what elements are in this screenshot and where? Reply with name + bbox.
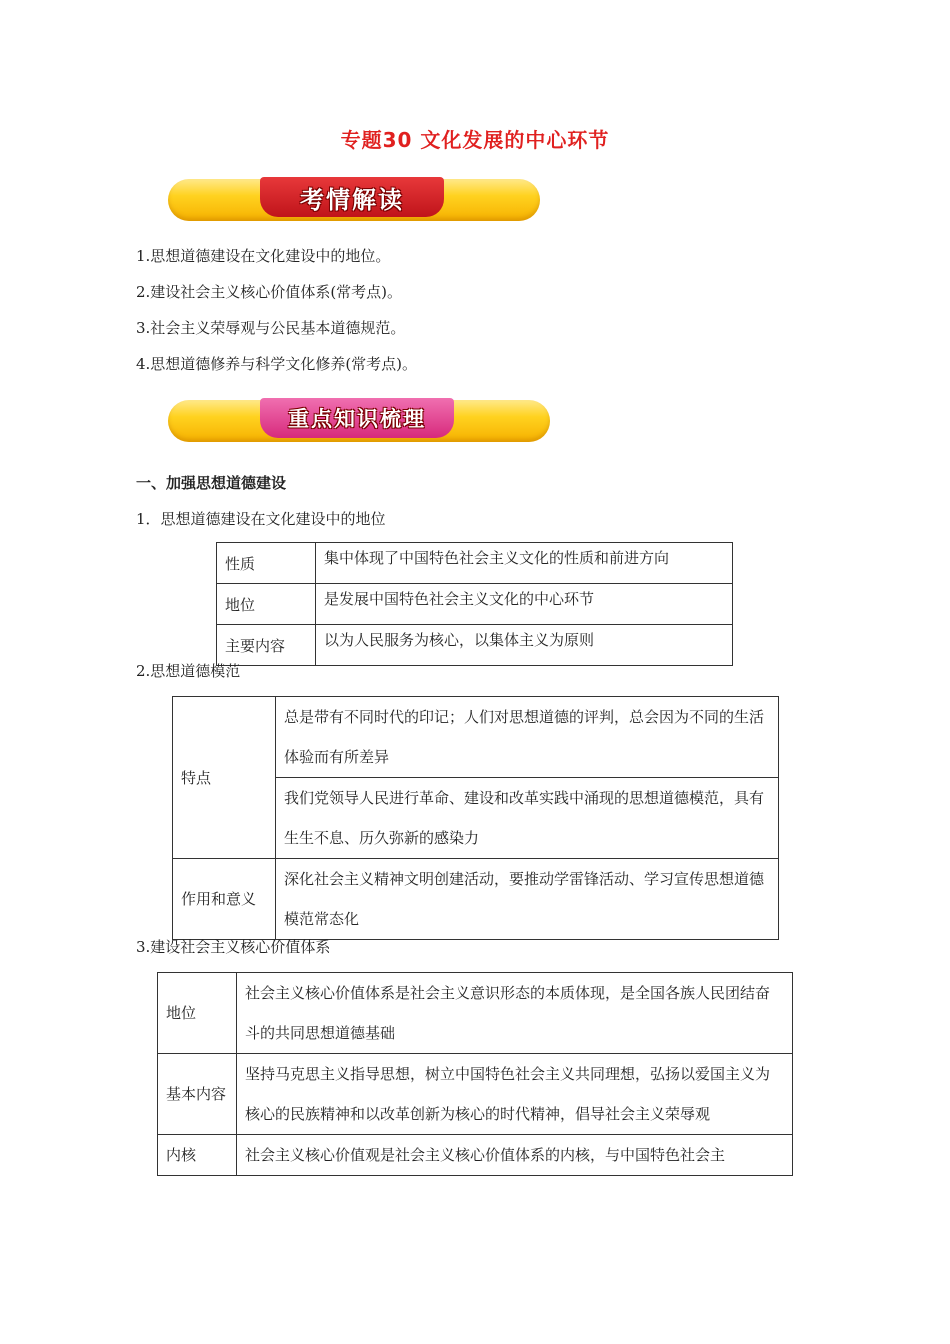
row-value: 深化社会主义精神文明创建活动，要推动学雷锋活动、学习宣传思想道德模范常态化 bbox=[276, 859, 779, 940]
status-table bbox=[216, 542, 733, 666]
exam-reading-banner bbox=[168, 177, 540, 221]
list-item: 3.社会主义荣辱观与公民基本道德规范。 bbox=[136, 319, 406, 337]
row-value: 集中体现了中国特色社会主义文化的性质和前进方向 bbox=[316, 543, 733, 584]
row-key: 作用和意义 bbox=[173, 859, 276, 940]
table-row bbox=[158, 1054, 793, 1135]
row-value: 以为人民服务为核心，以集体主义为原则 bbox=[316, 625, 733, 666]
table-row bbox=[217, 543, 733, 584]
row-key: 性质 bbox=[217, 543, 316, 584]
banner-label: 重点知识梳理 bbox=[260, 398, 454, 438]
row-value: 总是带有不同时代的印记；人们对思想道德的评判，总会因为不同的生活体验而有所差异 bbox=[276, 697, 779, 778]
row-value: 社会主义核心价值观是社会主义核心价值体系的内核，与中国特色社会主 bbox=[237, 1135, 793, 1176]
list-item: 4.思想道德修养与科学文化修养(常考点)。 bbox=[136, 355, 418, 373]
banner-label: 考情解读 bbox=[260, 177, 444, 217]
row-value: 是发展中国特色社会主义文化的中心环节 bbox=[316, 584, 733, 625]
row-value: 社会主义核心价值体系是社会主义意识形态的本质体现，是全国各族人民团结奋斗的共同思想道德基础 bbox=[237, 973, 793, 1054]
row-key: 基本内容 bbox=[158, 1054, 237, 1135]
table-row bbox=[217, 584, 733, 625]
table-row bbox=[158, 973, 793, 1054]
page-title: 专题30 文化发展的中心环节 bbox=[340, 128, 610, 152]
core-values-table bbox=[157, 972, 793, 1176]
key-points-banner bbox=[168, 398, 550, 442]
row-value: 我们党领导人民进行革命、建设和改革实践中涌现的思想道德模范，具有生生不息、历久弥新的感染力 bbox=[276, 778, 779, 859]
row-value: 坚持马克思主义指导思想，树立中国特色社会主义共同理想，弘扬以爱国主义为核心的民族精神和以改革创新为核心的时代精神，倡导社会主义荣辱观 bbox=[237, 1054, 793, 1135]
subsection-heading: 1．思想道德建设在文化建设中的地位 bbox=[136, 510, 386, 528]
exam-points-list bbox=[136, 244, 417, 388]
list-item: 1.思想道德建设在文化建设中的地位。 bbox=[136, 247, 391, 265]
row-key: 主要内容 bbox=[217, 625, 316, 666]
table-row bbox=[217, 625, 733, 666]
subsection-heading: 2.思想道德模范 bbox=[136, 662, 241, 680]
models-table bbox=[172, 696, 779, 940]
row-key: 内核 bbox=[158, 1135, 237, 1176]
row-key: 特点 bbox=[173, 697, 276, 859]
table-row bbox=[158, 1135, 793, 1176]
subsection-heading: 3.建设社会主义核心价值体系 bbox=[136, 938, 331, 956]
table-row bbox=[173, 859, 779, 940]
section-heading: 一、加强思想道德建设 bbox=[136, 474, 287, 492]
row-key: 地位 bbox=[217, 584, 316, 625]
list-item: 2.建设社会主义核心价值体系(常考点)。 bbox=[136, 283, 403, 301]
table-row bbox=[173, 697, 779, 778]
row-key: 地位 bbox=[158, 973, 237, 1054]
